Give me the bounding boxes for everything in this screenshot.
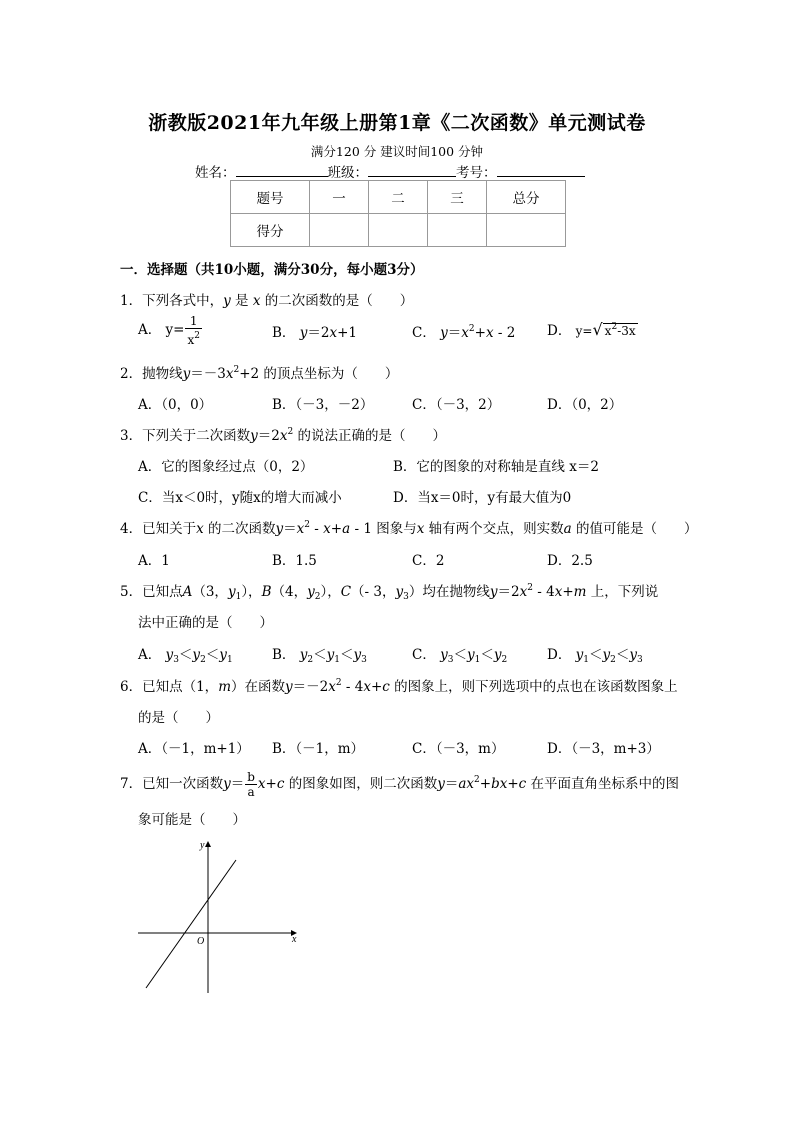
q1-option-c[interactable]: C． $y=x^2+x - 2$ [412,324,516,341]
question-number: 4． [120,521,143,537]
question-number: 6． [120,679,143,695]
q2-option-d[interactable]: D．（0，2） [547,397,623,413]
q6-option-a[interactable]: A．（－1，m+1） [138,741,250,757]
q2-option-c[interactable]: C．（－3，2） [412,397,501,413]
question-text: 图象与 [376,521,417,537]
class-blank[interactable] [368,162,456,177]
score-table-cell: 一 [310,181,369,214]
question-text: ）在函数 [231,679,285,695]
section-title: 一．选择题（共10小题，满分30分，每小题3分） [120,262,424,278]
question-4: 4．已知关于x 的二次函数$y=x^2 - x+a - 1$ 图象与x 轴有两个交点，则实数a 的值可能是（ ） [120,520,698,537]
student-info-line [195,161,585,181]
option-label: C． [412,325,436,341]
name-blank[interactable] [236,162,328,177]
question-5-line-2: 法中正确的是（ ） [138,615,273,631]
page-title: 浙教版2021年九年级上册第1章《二次函数》单元测试卷 [148,112,646,134]
question-number: 2． [120,366,143,382]
linear-function-line [146,860,236,988]
q4-option-a[interactable]: A．1 [138,553,170,569]
q6-option-d[interactable]: D．（－3，m+3） [547,741,660,757]
q6-option-c[interactable]: C．（－3，m） [412,741,505,757]
question-text: 已知一次函数 [142,776,224,792]
question-number: 1． [120,293,143,309]
score-label-cell: 得分 [231,214,310,247]
exam-no-blank[interactable] [497,162,585,177]
page-subtitle: 满分120 分 建议时间100 分钟 [310,144,484,159]
score-cell[interactable] [310,214,369,247]
exam-no-label: 考号： [456,165,497,181]
question-number: 7． [120,776,143,792]
question-text: 上，下列说 [590,584,659,600]
q5-option-c[interactable]: C． $y_3<y_1<y_2$ [412,647,508,665]
question-text: 轴有两个交点，则实数 [428,521,564,537]
q5-option-d[interactable]: D． $y_1<y_2<y_3$ [547,647,643,665]
question-text: 已知点 [142,584,183,600]
question-text: 的二次函数的是（ ） [264,293,414,309]
q4-option-d[interactable]: D．2.5 [547,553,593,569]
question-text: 的二次函数 [208,521,276,537]
x-axis-label: x [292,934,297,945]
question-number: 3． [120,428,143,444]
score-table-cell: 三 [428,181,487,214]
score-table [230,180,566,247]
question-5: 5．已知点A（3，$y_1$），B（4，$y_2$），C（- 3，$y_3$）均在抛物线$y=2x^2 - 4x+m$ 上，下列说 [120,583,659,602]
q3-option-a[interactable]: A．它的图象经过点（0，2） [138,459,314,475]
name-label: 姓名： [195,165,236,181]
q4-option-c[interactable]: C．2 [412,553,445,569]
question-text: 的图象上，则下列选项中的点也在该函数图象上 [394,679,678,695]
q5-option-b[interactable]: B． $y_2<y_1<y_3$ [272,647,367,665]
score-table-header-row [231,181,566,214]
question-text: 抛物线 [142,366,183,382]
origin-label: O [197,936,205,947]
question-number: 5． [120,584,143,600]
question-text: 已知关于 [142,521,197,537]
question-2: 2．抛物线$y=-3x^2+2$ 的顶点坐标为（ ） [120,365,399,382]
score-table-cell: 二 [369,181,428,214]
question-text: 均在抛物线 [422,584,490,600]
q1-option-d[interactable]: D． y=√ $x^2-3x$ [547,320,636,339]
question-text: 的值可能是（ ） [575,521,698,537]
question-7: 7．已知一次函数y＝ $\frac{b}{a}$ x+c 的图象如图，则二次函数$y=ax^2+bx+c$ 在平面直角坐标系中的图 [120,770,680,799]
question-6-line-2: 的是（ ） [138,710,219,726]
q4-option-b[interactable]: B．1.5 [272,553,317,569]
score-cell[interactable] [487,214,566,247]
q3-option-d[interactable]: D．当x＝0时，y有最大值为0 [393,490,572,506]
option-text: x＝2 [569,459,599,475]
question-text: 的图象如图，则二次函数 [288,776,438,792]
y-axis-label: y [200,840,205,851]
score-table-score-row [231,214,566,247]
question-3: 3．下列关于二次函数$y=2x^2$ 的说法正确的是（ ） [120,427,446,444]
q5-option-a[interactable]: A． $y_3<y_2<y_1$ [138,647,233,665]
option-label: D． [547,323,572,339]
question-text: 下列各式中， [142,293,224,309]
q6-option-b[interactable]: B．（－1，m） [272,741,365,757]
q3-option-c[interactable]: C．当x＜0时，y随x的增大而减小 [138,490,342,506]
option-label: D． [547,647,572,663]
option-label: C． [412,647,436,663]
question-6: 6．已知点（1，m）在函数$y=-2x^2 - 4x+c$ 的图象上，则下列选项中的点也在该函数图象上 [120,678,678,695]
q3-option-b[interactable] [393,455,599,475]
question-text: 已知点（1， [142,679,219,695]
question-text: 下列关于二次函数 [142,428,251,444]
score-table-cell: 题号 [231,181,310,214]
question-text: 的说法正确的是（ ） [297,428,446,444]
score-cell[interactable] [428,214,487,247]
q1-option-a[interactable]: A． y= $\frac{1}{x^2}$ [138,314,200,347]
score-cell[interactable] [369,214,428,247]
option-label: B． [272,325,296,341]
q1-option-b[interactable]: B． y＝2x+1 [272,325,357,341]
question-1: 1．下列各式中，y 是 x 的二次函数的是（ ） [120,293,414,309]
question-7-line-2: 象可能是（ ） [138,812,246,828]
question-text: 在平面直角坐标系中的图 [530,776,680,792]
q2-option-a[interactable]: A．（0，0） [138,397,213,413]
option-label: A． [138,322,162,338]
q7-linear-function-graph [130,838,310,998]
option-label: B． [272,647,296,663]
class-label: 班级： [327,165,368,181]
score-table-cell: 总分 [487,181,566,214]
q2-option-b[interactable]: B．（－3，－2） [272,397,374,413]
option-label: A． [138,647,162,663]
option-text: B．它的图象的对称轴是直线 [393,459,565,475]
question-text: 的顶点坐标为（ ） [263,366,399,382]
